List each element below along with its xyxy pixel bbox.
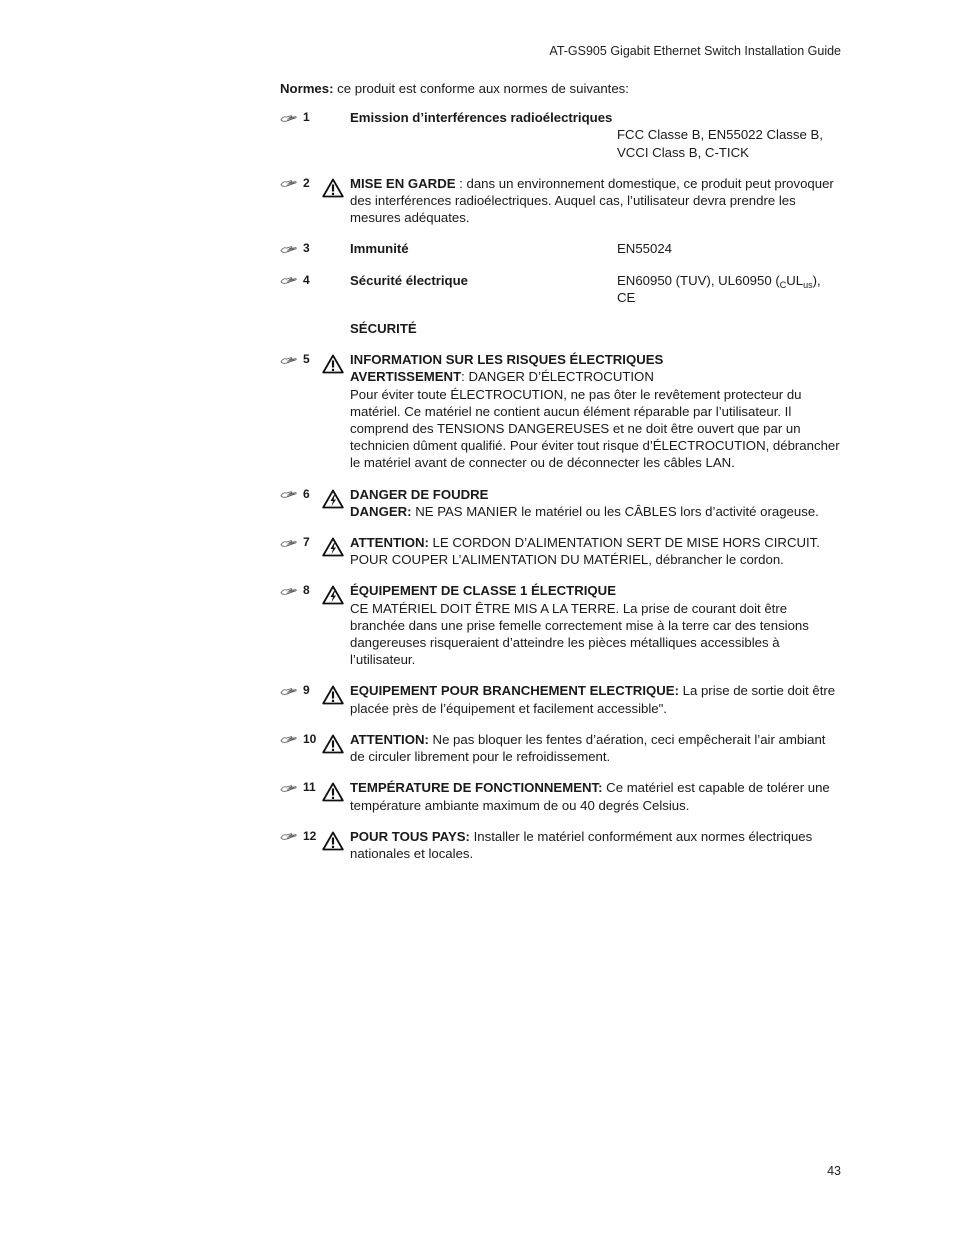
item-number: 5 (280, 351, 310, 368)
item-12 (280, 828, 842, 862)
intro-text: ce produit est conforme aux normes de suivantes: (333, 81, 629, 96)
item-warning: AVERTISSEMENT: DANGER D’ÉLECTROCUTION (350, 369, 654, 385)
item-4 (280, 272, 842, 306)
item-number: 2 (280, 175, 310, 192)
warning-icon (322, 734, 344, 754)
item-7 (280, 534, 842, 568)
item-title: INFORMATION SUR LES RISQUES ÉLECTRIQUES (350, 352, 664, 368)
item-6 (280, 486, 842, 520)
pointing-hand-icon (280, 355, 298, 365)
page-header: AT-GS905 Gigabit Ethernet Switch Installation Guide (549, 44, 841, 58)
pointing-hand-icon (280, 831, 298, 841)
item-9 (280, 682, 842, 716)
warning-icon (322, 782, 344, 802)
item-number: 12 (280, 828, 316, 845)
item-text: DANGER: NE PAS MANIER le matériel ou les CÂBLES lors d’activité orageuse. (350, 503, 819, 519)
item-text: MISE EN GARDE : dans un environnement domestique, ce produit peut provoquer des interférences radioélectriques. Auquel cas, l’utilisateur devra prendre les mesures adéquates. (350, 175, 834, 226)
warning-icon (322, 354, 344, 374)
item-title: DANGER DE FOUDRE (350, 486, 489, 502)
item-number: 1 (280, 109, 310, 126)
standards-value: EN60950 (TUV), UL60950 $(_CUL_{us})$, CE (617, 272, 821, 305)
lightning-warning-icon (322, 585, 344, 605)
section-title: SÉCURITÉ (350, 321, 417, 337)
intro-label: Normes: (280, 81, 334, 96)
pointing-hand-icon (280, 783, 298, 793)
item-10 (280, 731, 842, 765)
item-title: Sécurité électrique (350, 272, 469, 288)
item-title: Emission d’interférences radioélectriques (350, 110, 613, 126)
standards-value: EN55024 (617, 241, 672, 257)
item-3 (280, 240, 842, 257)
standards-value (350, 126, 842, 160)
warning-icon (322, 685, 344, 705)
pointing-hand-icon (280, 686, 298, 696)
item-text: POUR TOUS PAYS: Installer le matériel conformément aux normes électriques nationales et locales. (350, 828, 813, 861)
item-title: ÉQUIPEMENT DE CLASSE 1 ÉLECTRIQUE (350, 583, 616, 599)
item-text: Pour éviter toute ÉLECTROCUTION, ne pas ôter le revêtement protecteur du matériel. Ce matériel ne contient aucun élément réparable par l’utilisateur. Il comprend des TENSIONS DANGEREUSES et ne doit être ouvert que par un technicien dûment qualifié. Pour éviter tout risque d’ÉLECTROCUTION, débrancher le matériel avant de connecter ou de déconnecter les câbles LAN. (350, 386, 840, 471)
standards-line: VCCI Class B, C-TICK (617, 144, 749, 160)
item-text: ATTENTION: Ne pas bloquer les fentes d’aération, ceci empêcherait l’air ambiant de circuler librement pour le refroidissement. (350, 731, 826, 765)
lightning-warning-icon (322, 489, 344, 509)
pointing-hand-icon (280, 538, 298, 548)
item-number: 7 (280, 534, 310, 551)
pointing-hand-icon (280, 178, 298, 188)
item-1 (280, 109, 842, 161)
pointing-hand-icon (280, 586, 298, 596)
lightning-warning-icon (322, 537, 344, 557)
pointing-hand-icon (280, 489, 298, 499)
document-body (280, 80, 842, 862)
item-11 (280, 779, 842, 813)
item-number: 11 (280, 779, 316, 796)
item-text: EQUIPEMENT POUR BRANCHEMENT ELECTRIQUE: La prise de sortie doit être placée près de l’équipement et facilement accessible". (350, 683, 836, 716)
standards-line: FCC Classe B, EN55022 Classe B, (617, 127, 823, 143)
item-5 (280, 351, 842, 471)
item-text: TEMPÉRATURE DE FONCTIONNEMENT: Ce matériel est capable de tolérer une température ambiante maximum de ou 40 degrés Celsius. (350, 780, 830, 813)
warning-icon (322, 178, 344, 198)
pointing-hand-icon (280, 275, 298, 285)
item-number: 9 (280, 682, 310, 699)
item-number: 8 (280, 582, 310, 599)
page-number: 43 (827, 1164, 841, 1178)
item-8 (280, 582, 842, 668)
item-number: 10 (280, 731, 316, 748)
item-number: 4 (280, 272, 310, 289)
item-text: CE MATÉRIEL DOIT ÊTRE MIS A LA TERRE. La prise de courant doit être branchée dans une prise femelle correctement mise à la terre car des tensions dangereuses risqueraient d’atteindre les pièces métalliques accessibles à l’utilisateur. (350, 600, 809, 668)
item-number: 3 (280, 240, 310, 257)
pointing-hand-icon (280, 734, 298, 744)
warning-icon (322, 831, 344, 851)
item-text: ATTENTION: LE CORDON D’ALIMENTATION SERT DE MISE HORS CIRCUIT. POUR COUPER L’ALIMENTATION DU MATÉRIEL, débrancher le cordon. (350, 535, 820, 568)
item-2 (280, 175, 842, 227)
item-number: 6 (280, 486, 310, 503)
pointing-hand-icon (280, 244, 298, 254)
item-title: Immunité (350, 241, 409, 257)
pointing-hand-icon (280, 113, 298, 123)
intro-paragraph (280, 80, 842, 97)
